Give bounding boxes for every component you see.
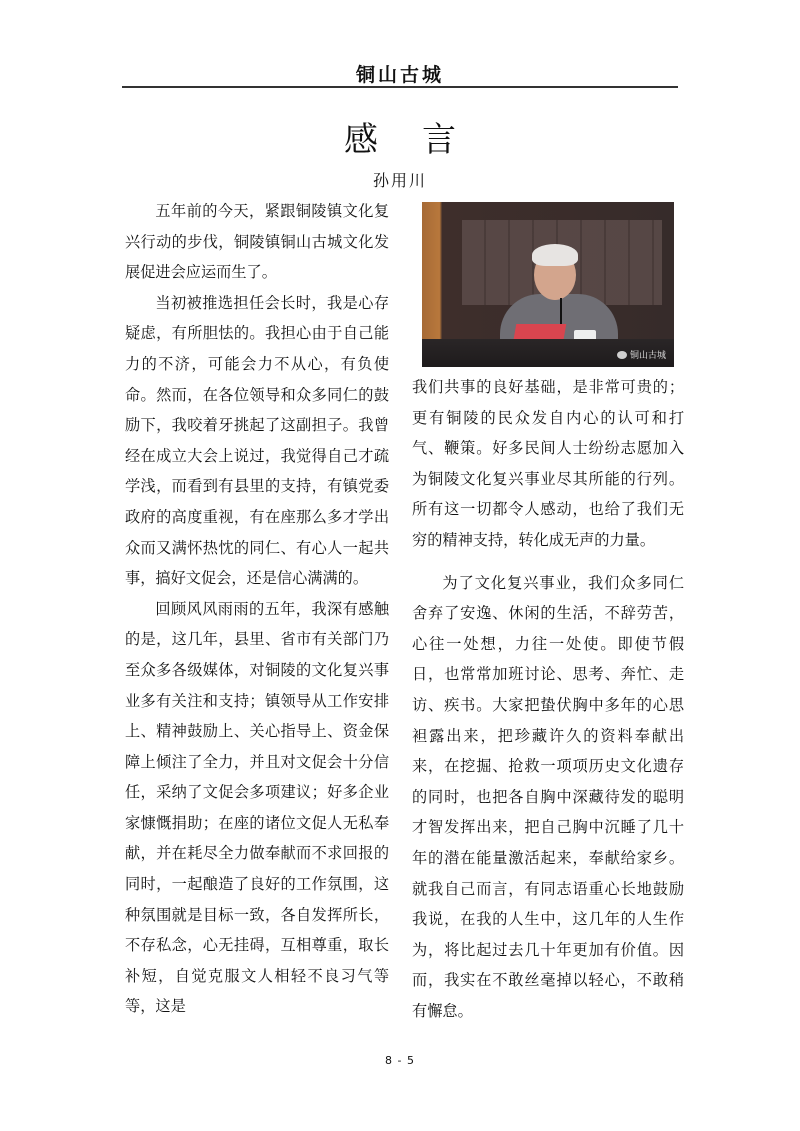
page-number: 8 - 5 — [385, 1054, 415, 1067]
article-title: 感言 — [344, 120, 500, 160]
photo-watermark-text: 铜山古城 — [629, 351, 666, 361]
header-divider — [122, 86, 678, 88]
paragraph: 回顾风风雨雨的五年，我深有感触的是，这几年，县里、省市有关部门乃至众多各级媒体，对铜陵的文化复兴事业多有关注和支持；镇领导从工作安排上、精神鼓励上、关心指导上、资金保障上倾注了全力，并且对文促会十分信任，采纳了文促会多项建议；好多企业家慷慨捐助；在座的诸位文促人无私奉献，并在耗尽全力做奉献而不求回报的同时，一起酿造了良好的工作氛围，这种氛围就是目标一致，各自发挥所长，不存私念，心无挂碍，互相尊重，取长补短，自觉克服文人相轻不良习气等等，这是 — [125, 599, 389, 1016]
paragraph: 我们共事的良好基础，是非常可贵的；更有铜陵的民众发自内心的认可和打气、鞭策。好多民间人士纷纷志愿加入为铜陵文化复兴事业尽其所能的行列。所有这一切都令人感动，也给了我们无穷的精神支持，转化成无声的力量。 — [412, 378, 684, 549]
photo-speaker-hair — [532, 244, 578, 266]
paragraph: 当初被推选担任会长时，我是心存疑虑，有所胆怯的。我担心由于自己能力的不济，可能会力不从心，有负使命。然而，在各位领导和众多同仁的鼓励下，我咬着牙挑起了这副担子。我曾经在成立大会上说过，我觉得自己才疏学浅，而看到有县里的支持，有镇党委政府的高度重视，有在座那么多才学出众而又满怀热忱的同仁、有心人一起共事，搞好文促会，还是信心满满的。 — [125, 293, 389, 588]
left-column — [125, 196, 389, 1022]
speaker-photo — [422, 202, 674, 367]
article-author: 孙用川 — [372, 171, 427, 190]
photo-watermark — [617, 348, 666, 361]
wechat-icon — [617, 351, 627, 359]
right-column — [412, 372, 684, 1026]
paragraph: 五年前的今天，紧跟铜陵镇文化复兴行动的步伐，铜陵镇铜山古城文化发展促进会应运而生了。 — [125, 202, 389, 282]
header-title: 铜山古城 — [355, 64, 444, 86]
paragraph: 为了文化复兴事业，我们众多同仁舍弃了安逸、休闲的生活，不辞劳苦，心往一处想，力往一处使。即使节假日，也常常加班讨论、思考、奔忙、走访、疾书。大家把蛰伏胸中多年的心思袒露出来，把珍藏许久的资料奉献出来，在挖掘、抢救一项项历史文化遗存的同时，也把各自胸中深藏待发的聪明才智发挥出来，把自己胸中沉睡了几十年的潜在能量激活起来，奉献给家乡。就我自己而言，有同志语重心长地鼓励我说，在我的人生中，这几年的人生作为，将比起过去几十年更加有价值。因而，我实在不敢丝毫掉以轻心，不敢稍有懈怠。 — [412, 573, 684, 1020]
